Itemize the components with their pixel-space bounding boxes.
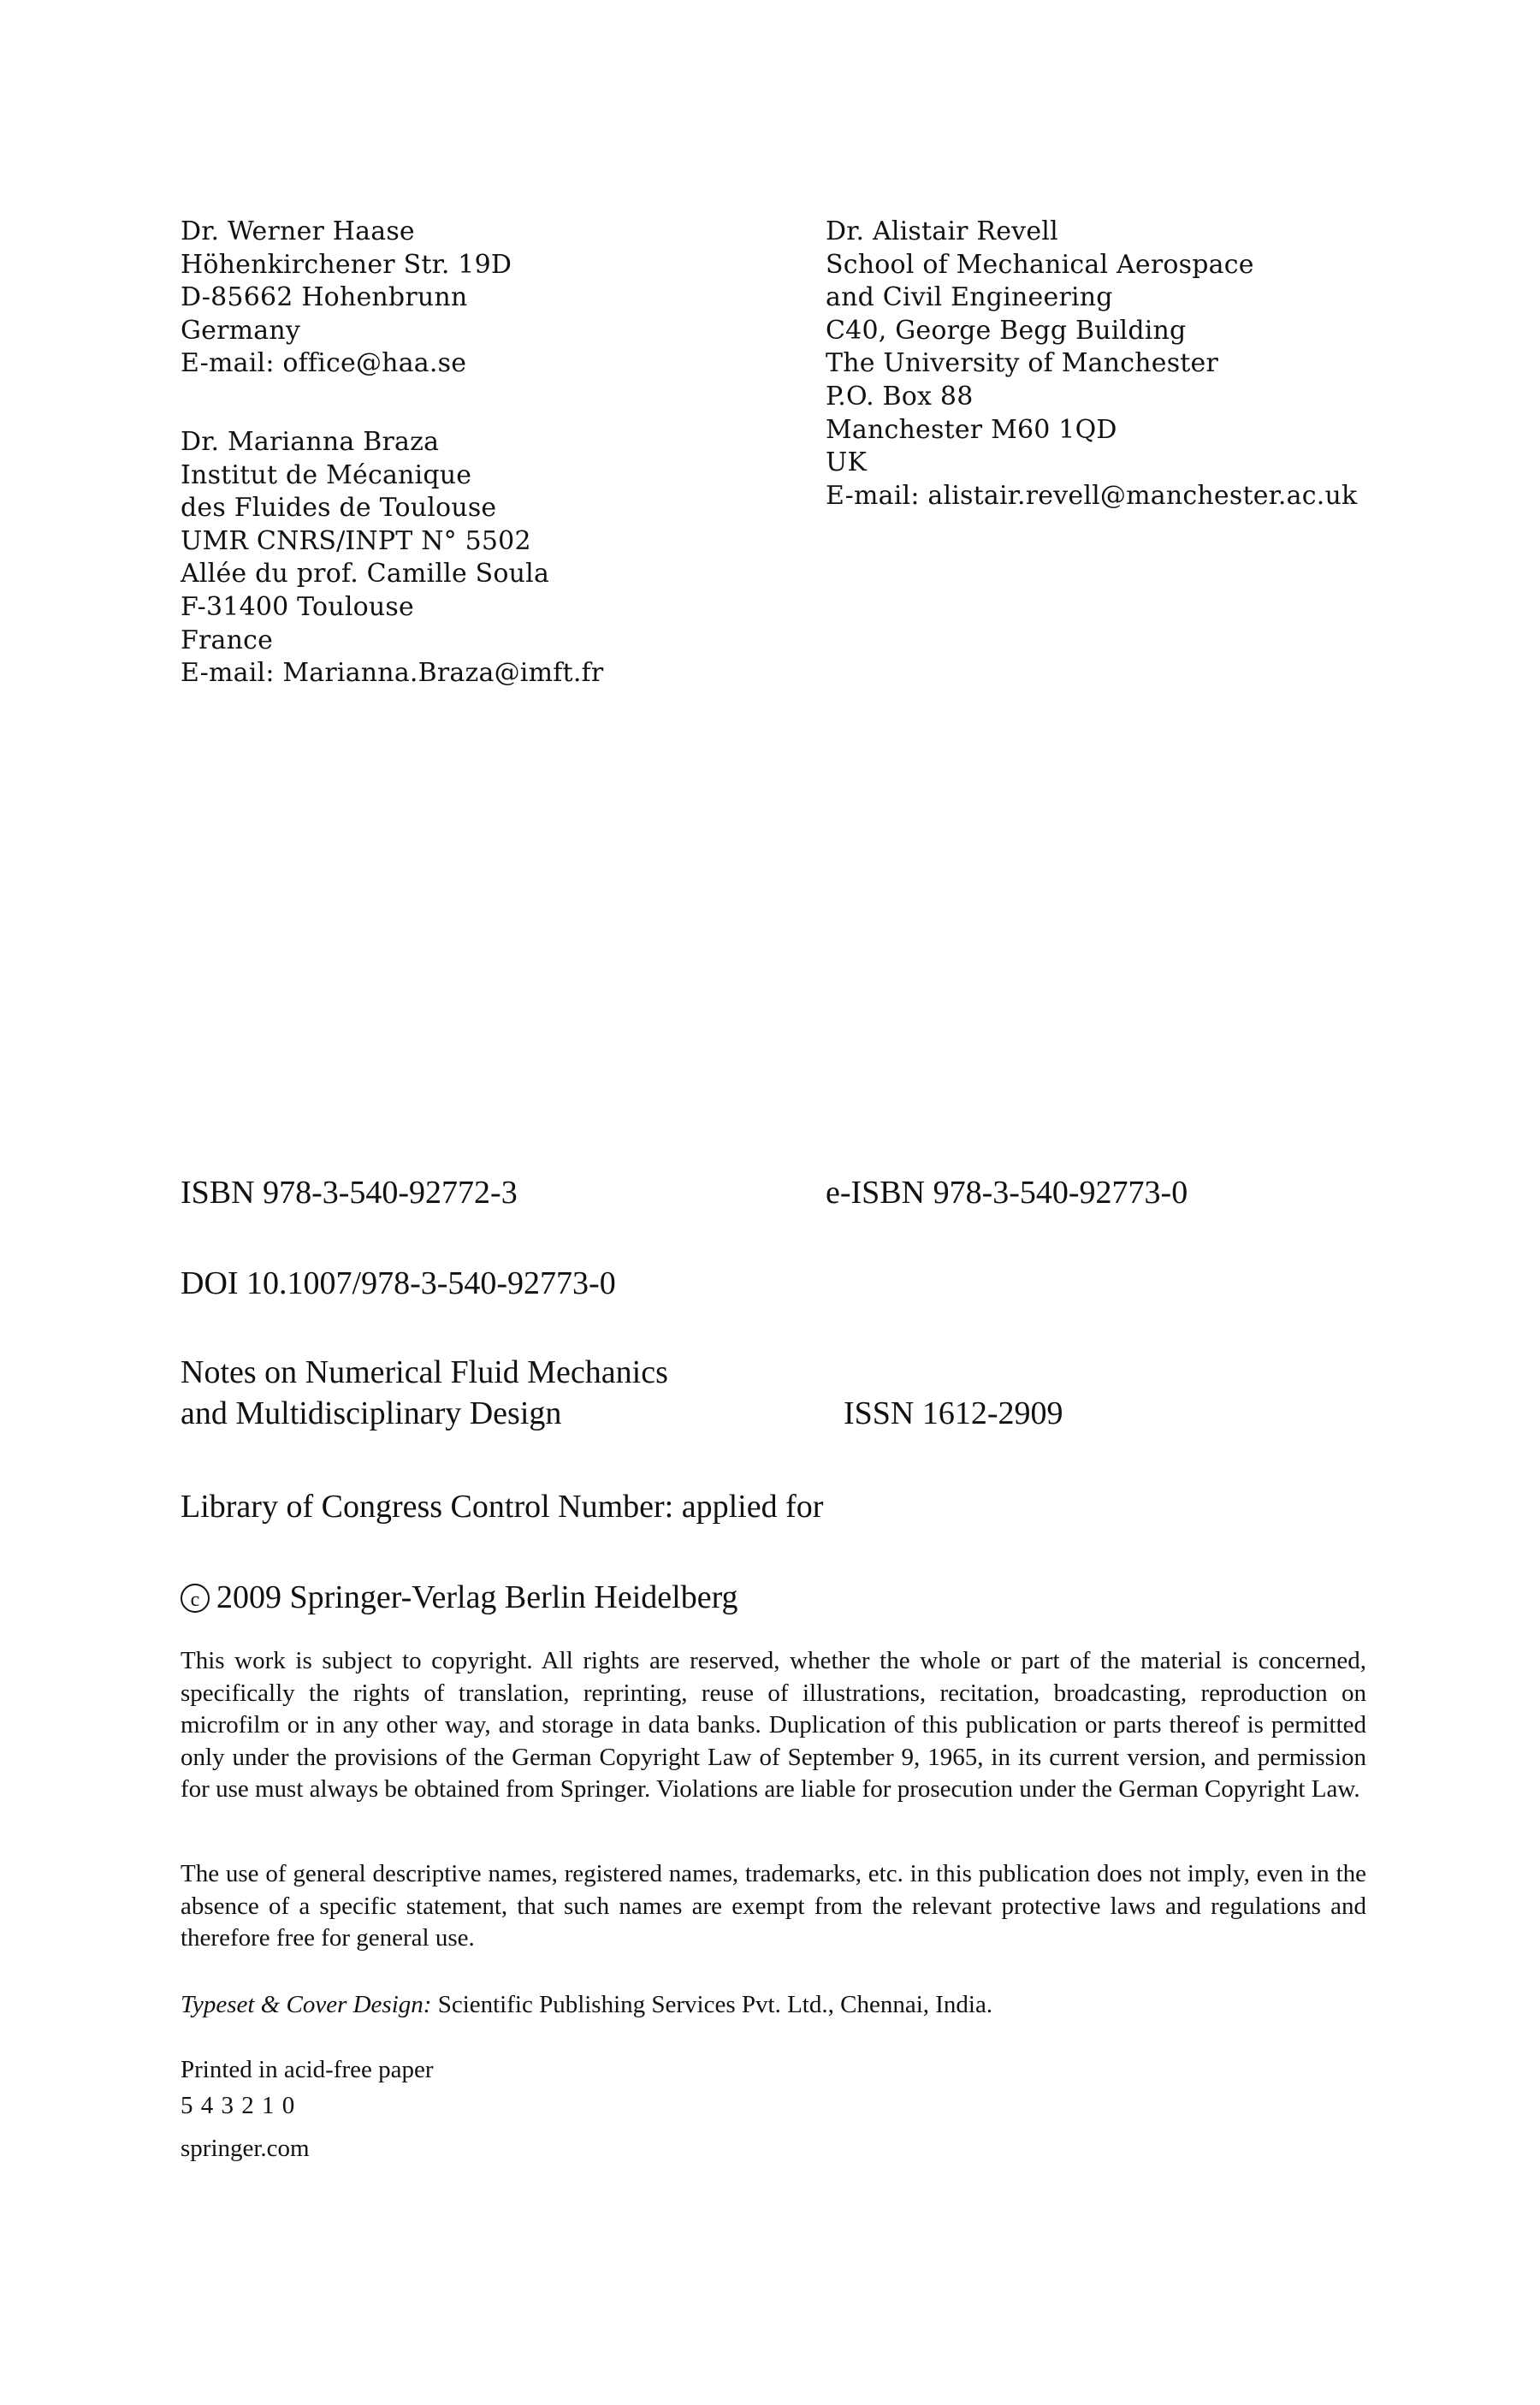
copyright-icon: c (181, 1584, 210, 1613)
trademark-notice-paragraph: The use of general descriptive names, registered names, trademarks, etc. in this publication does not imply, even in the absence of a specific statement, that such names are exempt from the relevant protective laws and regulations and therefore free for general use. (181, 1860, 1366, 1952)
isbn: ISBN 978-3-540-92772-3 (181, 1175, 518, 1211)
address-line: Höhenkirchener Str. 19D (181, 249, 512, 280)
author-name: Dr. Marianna Braza (181, 427, 440, 457)
typeset-credit (181, 1989, 992, 2022)
issn: ISSN 1612-2909 (844, 1395, 1063, 1431)
library-of-congress: Library of Congress Control Number: applied for (181, 1489, 824, 1525)
copyright-text: 2009 Springer-Verlag Berlin Heidelberg (216, 1579, 738, 1615)
copyright-line (181, 1577, 738, 1618)
address-line: School of Mechanical Aerospace (826, 249, 1254, 280)
author-address-revell (826, 216, 1357, 512)
address-line: P.O. Box 88 (826, 381, 974, 412)
address-line: Manchester M60 1QD (826, 414, 1117, 445)
print-line: 5 4 3 2 1 0 (181, 2092, 296, 2119)
author-email: E-mail: office@haa.se (181, 348, 467, 379)
address-line: F-31400 Toulouse (181, 591, 414, 622)
series-title-line1: Notes on Numerical Fluid Mechanics (181, 1354, 668, 1390)
author-address-haase (181, 216, 512, 381)
address-line: des Fluides de Toulouse (181, 493, 497, 524)
typeset-value: Scientific Publishing Services Pvt. Ltd., Chennai, India. (437, 1991, 993, 2018)
author-email: E-mail: Marianna.Braza@imft.fr (181, 658, 604, 689)
author-name: Dr. Werner Haase (181, 216, 415, 246)
paper-note: Printed in acid-free paper (181, 2056, 434, 2083)
author-address-braza (181, 426, 603, 690)
address-line: France (181, 625, 274, 655)
address-line: D-85662 Hohenbrunn (181, 282, 468, 313)
address-line: C40, George Begg Building (826, 315, 1187, 346)
author-email: E-mail: alistair.revell@manchester.ac.uk (826, 480, 1358, 511)
copyright-notice-paragraph: This work is subject to copyright. All rights are reserved, whether the whole or part of the material is concerned, specifically the rights of translation, reprinting, reuse of illustrations, recitation, broadcasting, reproduction on microfilm or in any other way, and storage in data banks. Duplication of this publication or parts thereof is permitted only under the provisions of the German Copyright Law of September 9, 1965, in its current version, and permission for use must always be obtained from Springer. Violations are liable for prosecution under the German Copyright Law. (181, 1647, 1366, 1803)
doi: DOI 10.1007/978-3-540-92773-0 (181, 1265, 616, 1301)
author-name: Dr. Alistair Revell (826, 216, 1058, 246)
address-line: Institut de Mécanique (181, 459, 472, 490)
address-line: Allée du prof. Camille Soula (181, 559, 550, 589)
e-isbn: e-ISBN 978-3-540-92773-0 (826, 1175, 1188, 1211)
typeset-label: Typeset & Cover Design: (181, 1991, 432, 2018)
publisher-website: springer.com (181, 2135, 310, 2162)
address-line: and Civil Engineering (826, 282, 1113, 313)
address-line: UK (826, 447, 868, 478)
series-title-line2: and Multidisciplinary Design (181, 1395, 562, 1431)
address-line: Germany (181, 315, 301, 346)
address-line: UMR CNRS/INPT N° 5502 (181, 525, 531, 556)
address-line: The University of Manchester (826, 348, 1219, 379)
